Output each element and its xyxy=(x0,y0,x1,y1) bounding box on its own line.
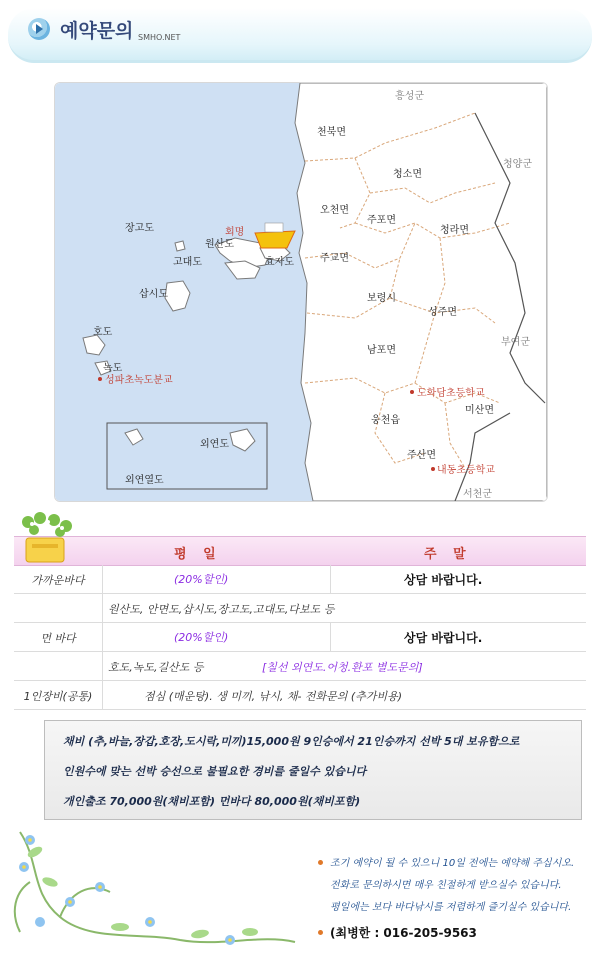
school-marker xyxy=(410,390,414,394)
map-label: 흥성군 xyxy=(395,91,424,102)
map-label: 외연도 xyxy=(200,439,229,450)
map-label: 장고도 xyxy=(125,223,154,234)
fee-label: 1인장비(공통) xyxy=(23,690,93,703)
map-label: 청양군 xyxy=(503,159,532,170)
page-title: 예약문의 xyxy=(60,20,134,42)
map-label: 주포면 xyxy=(367,215,396,226)
map-label: 청소면 xyxy=(393,169,422,180)
map-label: 성주면 xyxy=(428,307,457,318)
near-sea-places: 원산도, 안면도,삽시도,장고도,고대도,다보도 등 xyxy=(108,603,335,616)
near-sea-weekend: 상담 바랍니다. xyxy=(404,573,483,587)
map-label: 부여군 xyxy=(501,337,530,348)
fee-description: 점심 (매운탕). 생 미끼, 낚시, 채- 전화문의 (추가비용) xyxy=(144,690,402,703)
location-map xyxy=(54,82,548,502)
weekday-header: 평 일 xyxy=(174,547,222,562)
weekend-header: 주 말 xyxy=(424,547,472,562)
notice-line: 개인출조 70,000원(채비포함) 먼바다 80,000원(채비포함) xyxy=(63,795,361,808)
far-sea-places: 호도,녹도,길산도 등 xyxy=(108,661,204,674)
map-label: 고대도 xyxy=(173,257,202,268)
table-row xyxy=(14,652,586,681)
map-label: 호도 xyxy=(93,327,113,338)
map-label: 효자도 xyxy=(265,257,294,268)
map-label: 주산면 xyxy=(407,450,436,461)
footer-line: 평일에는 보다 바다낚시를 저렴하게 즐기실수 있습니다. xyxy=(330,902,572,913)
mainland xyxy=(295,83,547,501)
price-table-header xyxy=(14,536,586,566)
map-label: 서천군 xyxy=(463,489,492,500)
map-label: 천북면 xyxy=(317,127,346,138)
far-sea-label: 먼 바다 xyxy=(40,632,76,645)
contact-phone: (최병한 : 016-205-9563 xyxy=(330,926,477,940)
map-label: 성파초녹도분교 xyxy=(105,375,173,386)
map-label: 외연열도 xyxy=(125,475,164,486)
footer-line: 전화로 문의하시면 매우 친절하게 받으실수 있습니다. xyxy=(330,880,562,891)
far-sea-note: [칠선 외연도.어청.환포 별도문의] xyxy=(262,661,423,674)
school-marker xyxy=(431,467,435,471)
site-name: SMHO.NET xyxy=(138,33,181,42)
far-sea-weekend: 상담 바랍니다. xyxy=(404,631,483,645)
notice-line: 채비 (추,바늘,장갑,호장,도시락,미끼)15,000원 9인승에서 21인승까지 선박 5대 보유함으로 xyxy=(63,735,520,748)
flower-vine-decoration xyxy=(0,822,300,955)
bullet-dot-icon xyxy=(318,930,323,935)
map-label: 삽시도 xyxy=(139,289,168,300)
map-label: 회명 xyxy=(225,227,245,238)
map-label: 청라면 xyxy=(440,225,469,236)
map-label: 도화담초등학교 xyxy=(417,388,485,399)
map-label: 남포면 xyxy=(367,345,396,356)
table-row xyxy=(14,565,586,594)
near-sea-label: 가까운바다 xyxy=(31,574,85,587)
far-sea-discount: (20%할인) xyxy=(174,631,229,644)
flower-pot-icon xyxy=(14,512,76,568)
map-label: 보령시 xyxy=(367,293,396,304)
school-marker xyxy=(98,377,102,381)
map-label: 원산도 xyxy=(205,239,234,250)
notice-box xyxy=(44,720,582,820)
map-label: 웅천읍 xyxy=(371,415,400,426)
footer-line: 조기 예약이 될 수 있으니 10일 전에는 예약해 주십시오. xyxy=(330,858,575,869)
table-row xyxy=(14,594,586,623)
play-bullet-icon xyxy=(28,18,50,40)
map-label: 내동초등학교 xyxy=(437,465,495,476)
bullet-dot-icon xyxy=(318,860,323,865)
table-row xyxy=(14,623,586,652)
notice-line: 인원수에 맞는 선박 승선으로 불필요한 경비를 줄일수 있습니다 xyxy=(63,765,367,778)
map-label: 주교면 xyxy=(320,253,349,264)
map-label: 미산면 xyxy=(465,405,494,416)
table-row xyxy=(14,681,586,710)
map-graphic xyxy=(55,83,547,501)
map-label: 오천면 xyxy=(320,205,349,216)
map-label: 녹도 xyxy=(103,363,123,374)
near-sea-discount: (20%할인) xyxy=(174,573,229,586)
